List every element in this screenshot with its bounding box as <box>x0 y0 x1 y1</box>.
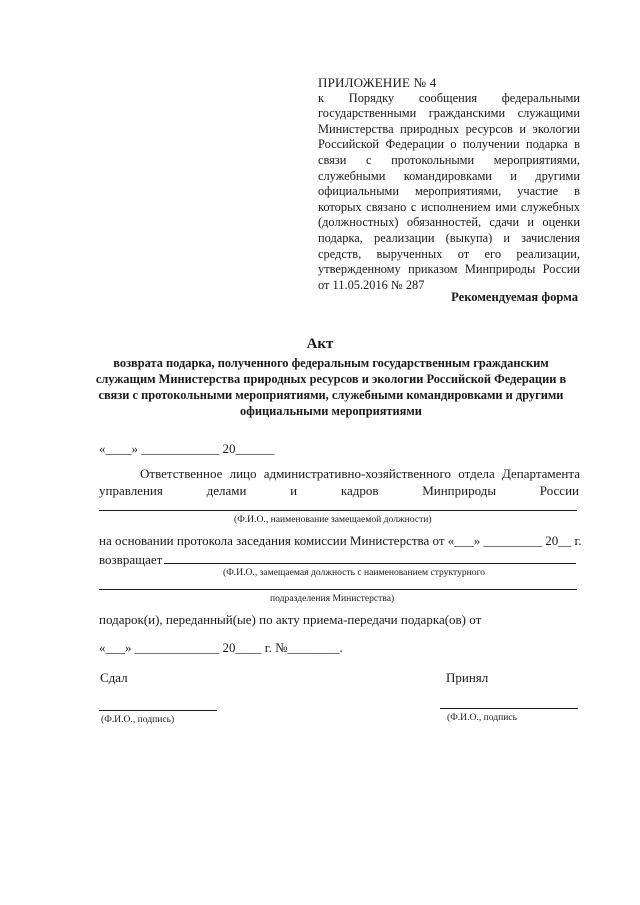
appendix-line: Российской Федерации о получении подарка в <box>318 137 580 152</box>
appendix-block <box>318 75 580 293</box>
appendix-line: которых связано с исполнением ими служебных <box>318 199 580 214</box>
appendix-line: средств, вырученных от его реализации, <box>318 246 580 261</box>
appendix-line: подарка, реализации (выкупа) и зачисления <box>318 230 580 245</box>
appendix-line: Министерства природных ресурсов и экологии <box>318 121 580 136</box>
appendix-order-ref: от 11.05.2016 № 287 <box>318 277 425 292</box>
act-subtitle-line: официальными мероприятиями <box>240 404 422 418</box>
appendix-line: служебными командировками и другими <box>318 168 580 183</box>
act-subtitle <box>92 355 570 419</box>
appendix-line: (должностных) обязанностей, сдачи и оценки <box>318 215 580 230</box>
act-subtitle-line: возврата подарка, полученного федеральным государственным гражданским <box>113 356 549 370</box>
appendix-text <box>318 91 580 278</box>
fio-struct-caption-1: (Ф.И.О., замещаемая должность с наименованием структурного <box>223 567 486 578</box>
returns-fio-blank <box>164 563 576 564</box>
transfer-act-date-line: «___» _____________ 20____ г. №________. <box>99 640 343 655</box>
appendix-line: связи с протокольными мероприятиями, <box>318 152 580 167</box>
gift-transfer-line: подарок(и), переданный(ые) по акту приема-передачи подарка(ов) от <box>99 612 482 627</box>
appendix-line: к Порядку сообщения федеральными <box>318 90 580 105</box>
act-subtitle-line: служащим Министерства природных ресурсов и экологии Российской Федерации в <box>95 372 567 386</box>
handed-over-label: Сдал <box>100 670 128 685</box>
struct-unit-blank <box>99 589 577 590</box>
appendix-line: государственными гражданскими служащими <box>318 106 580 121</box>
act-date-line: «____» ____________ 20______ <box>99 441 275 456</box>
act-title: Акт <box>306 336 334 352</box>
returns-label: возвращает <box>99 552 163 567</box>
handed-signature-blank <box>99 710 217 711</box>
appendix-line: утвержденному приказом Минприроды России <box>318 262 580 277</box>
responsible-person-line1: Ответственное лицо административно-хозяйственного отдела Департамента <box>140 466 580 481</box>
received-signature-caption: (Ф.И.О., подпись <box>447 712 518 723</box>
received-label: Принял <box>446 670 489 685</box>
fio-position-blank <box>99 510 577 511</box>
appendix-line: официальными мероприятиями, участие в <box>318 184 580 199</box>
recommended-form-label: Рекомендуемая форма <box>451 290 578 304</box>
appendix-title: ПРИЛОЖЕНИЕ № 4 <box>318 75 437 90</box>
protocol-basis-line: на основании протокола заседания комиссии Министерства от «___» _________ 20__ г. <box>99 533 582 548</box>
responsible-person-line2: управления делами и кадров Минприроды России <box>99 483 579 498</box>
received-signature-blank <box>440 708 578 709</box>
fio-struct-caption-2: подразделения Министерства) <box>270 593 395 604</box>
fio-position-caption: (Ф.И.О., наименование замещаемой должности) <box>234 514 432 525</box>
handed-signature-caption: (Ф.И.О., подпись) <box>101 714 175 725</box>
act-subtitle-line: связи с протокольными мероприятиями, служебными командировками и другими <box>98 388 564 402</box>
